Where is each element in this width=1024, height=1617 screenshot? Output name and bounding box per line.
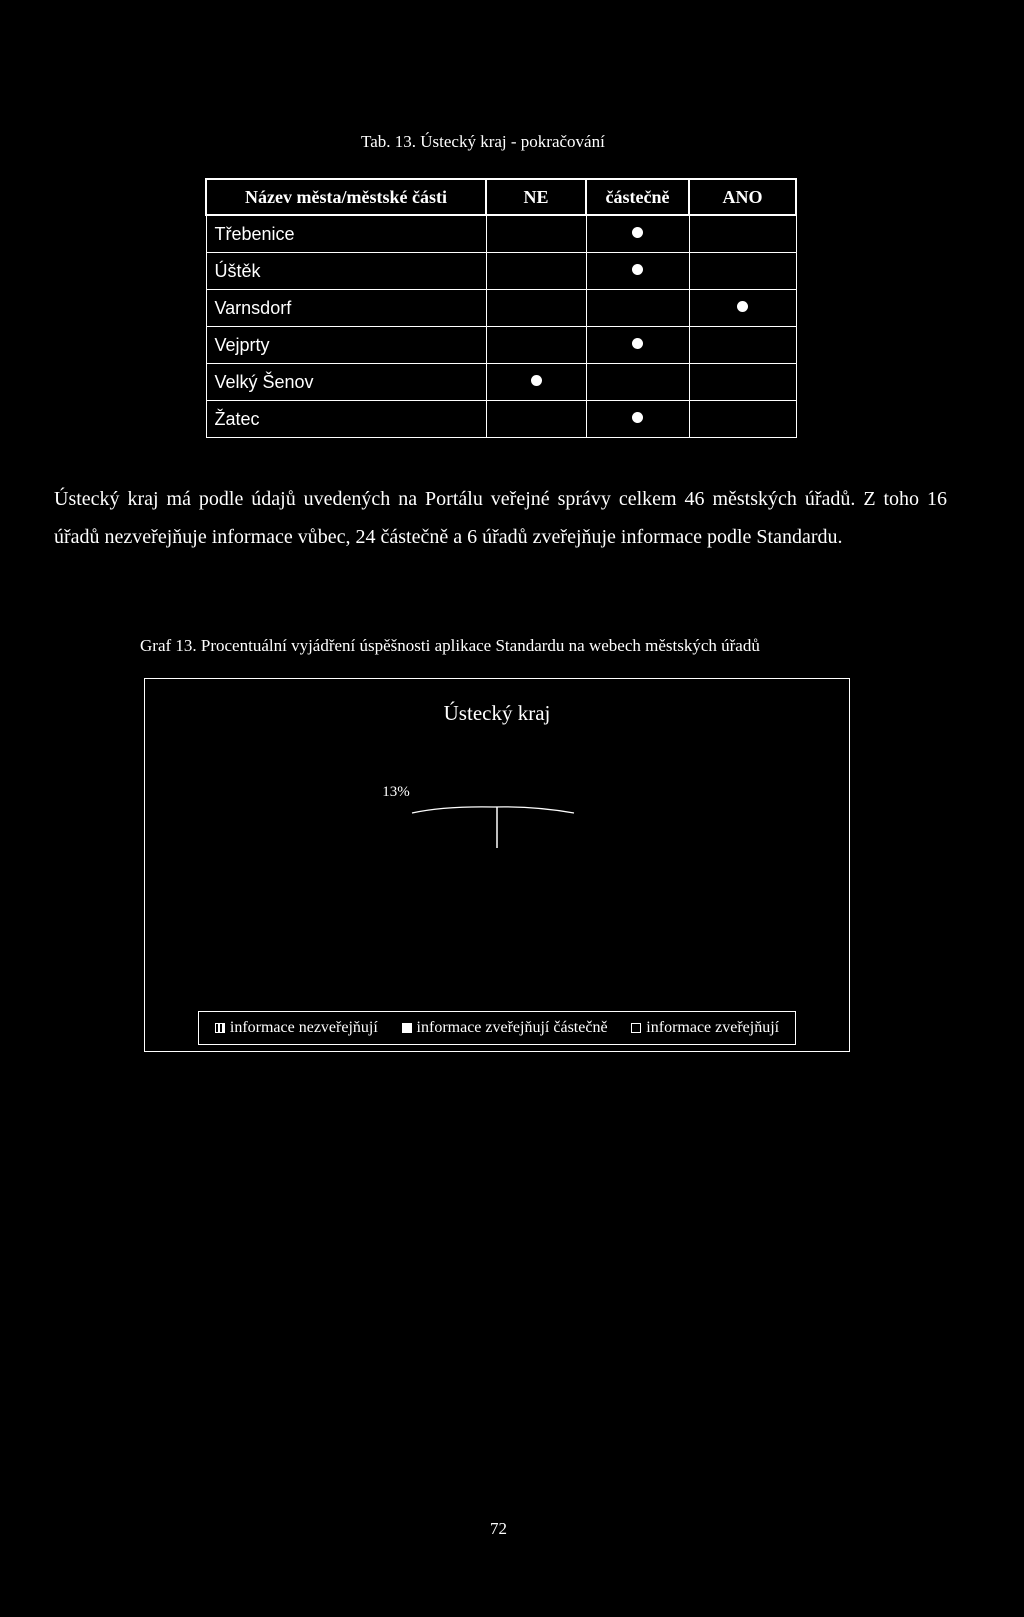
city-name-cell: Velký Šenov — [206, 364, 486, 401]
status-dot — [632, 338, 643, 349]
status-dot — [737, 301, 748, 312]
legend-swatch-hatched — [215, 1023, 225, 1033]
status-cell — [689, 364, 796, 401]
legend-swatch-outline — [631, 1023, 641, 1033]
city-table — [205, 178, 797, 438]
status-cell — [586, 253, 689, 290]
status-cell — [486, 215, 586, 253]
status-cell — [586, 364, 689, 401]
status-cell — [689, 290, 796, 327]
status-cell — [586, 327, 689, 364]
legend-swatch-solid — [402, 1023, 412, 1033]
legend-label: informace zveřejňují — [646, 1019, 780, 1036]
status-cell — [486, 290, 586, 327]
status-cell — [689, 253, 796, 290]
chart-legend — [198, 1011, 796, 1045]
status-cell — [486, 253, 586, 290]
table-row — [206, 290, 796, 327]
status-cell — [586, 215, 689, 253]
status-cell — [689, 215, 796, 253]
table-row — [206, 327, 796, 364]
status-dot — [632, 227, 643, 238]
table-row — [206, 253, 796, 290]
header-ano: ANO — [689, 179, 796, 215]
table-header-row — [206, 179, 796, 215]
city-name-cell: Třebenice — [206, 215, 486, 253]
legend-label: informace nezveřejňují — [229, 1019, 378, 1036]
table-row — [206, 401, 796, 438]
header-city-name: Název města/městské části — [206, 179, 486, 215]
city-name-cell: Varnsdorf — [206, 290, 486, 327]
table-row — [206, 364, 796, 401]
legend-item-zverejnuji — [631, 1019, 779, 1037]
table-body — [206, 215, 796, 438]
graph-caption: Graf 13. Procentuální vyjádření úspěšnosti aplikace Standardu na webech městských úřadů — [140, 636, 760, 655]
status-dot — [531, 375, 542, 386]
status-cell — [689, 401, 796, 438]
table-caption: Tab. 13. Ústecký kraj - pokračování — [361, 132, 605, 151]
city-name-cell: Úštěk — [206, 253, 486, 290]
status-cell — [486, 401, 586, 438]
status-cell — [486, 327, 586, 364]
chart-title: Ústecký kraj — [443, 701, 551, 725]
page-number: 72 — [490, 1519, 507, 1538]
city-name-cell: Vejprty — [206, 327, 486, 364]
legend-label: informace zveřejňují částečně — [416, 1019, 608, 1036]
pie-chart — [144, 678, 850, 1052]
slice-label-13-percent: 13% — [382, 784, 410, 800]
status-cell — [689, 327, 796, 364]
legend-item-nezverejnuji — [215, 1019, 378, 1037]
status-cell — [586, 401, 689, 438]
status-cell — [486, 364, 586, 401]
status-dot — [632, 264, 643, 275]
status-dot — [632, 412, 643, 423]
header-ne: NE — [486, 179, 586, 215]
slice-leader-line — [412, 807, 574, 813]
body-paragraph: Ústecký kraj má podle údajů uvedených na Portálu veřejné správy celkem 46 městských úřadů. Z toho 16 úřadů nezveřejňuje informace vůbec, 24 částečně a 6 úřadů zveřejňuje informace podle Standardu. — [54, 488, 947, 548]
status-cell — [586, 290, 689, 327]
table-row — [206, 215, 796, 253]
legend-item-castecne — [402, 1019, 608, 1037]
city-name-cell: Žatec — [206, 401, 486, 438]
header-castecne: částečně — [586, 179, 689, 215]
